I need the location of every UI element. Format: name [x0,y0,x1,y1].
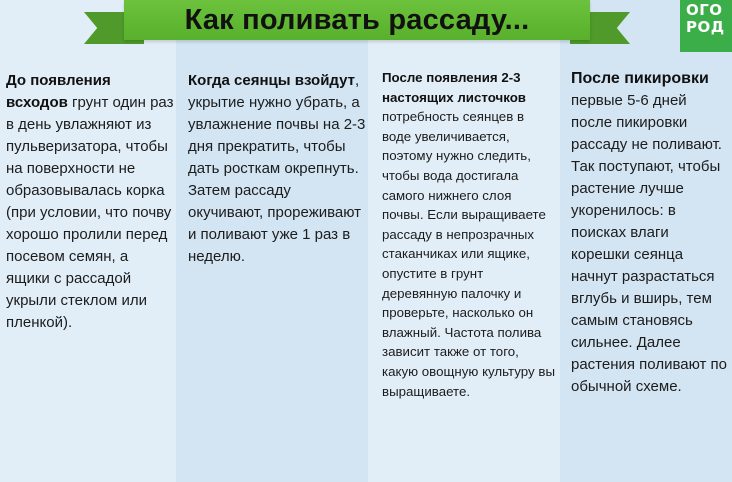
column-2-body: , укрытие нужно убрать, а увлажнение почвы на 2-3 дня прекратить, чтобы дать росткам окрепнуть. Затем рассаду окучивают, прореживают и поливают уже 1 раз в неделю. [188,72,366,265]
column-1-heading: До появления всходов [6,72,111,111]
site-logo[interactable] [680,0,732,52]
column-1-body: грунт один раз в день увлажняют из пульверизатора, чтобы на поверхности не образовывалась корка (при условии, что почву хорошо пролили перед посевом семян, а ящики с рассадой укрыли стеклом или пленкой). [6,94,174,331]
page-title: Как поливать рассаду... [184,3,530,36]
column-1-text [6,70,174,334]
logo-line-1: ОГО [686,1,723,19]
column-4-heading: После пикировки [571,70,709,87]
column-2-heading: Когда сеянцы взойдут [188,72,355,89]
logo-line-2: РОД [686,18,725,36]
ribbon-main [124,0,590,40]
column-4-body: первые 5-6 дней после пикировки рассаду не поливают. Так поступают, чтобы растение лучше укоренилось: в поисках влаги корешки сеянца начнут разрастаться вглубь и вширь, тем самым становясь сильнее. Далее растения поливают по обычной схеме. [571,92,728,395]
title-ribbon [84,0,630,46]
column-2-text [188,70,366,268]
column-3-text [382,68,556,401]
column-3-body: потребность сеянцев в воде увеличивается, поэтому нужно следить, чтобы вода достигала самого нижнего слоя почвы. Если выращиваете рассаду в непрозрачных стаканчиках или ящике, опустите в грунт деревянную палочку и проверьте, насколько он влажный. Частота полива зависит также от того, какую овощную культуру вы выращиваете. [382,109,556,399]
column-3-heading: После появления 2-3 настоящих листочков [382,70,526,105]
column-4-text [571,68,731,398]
